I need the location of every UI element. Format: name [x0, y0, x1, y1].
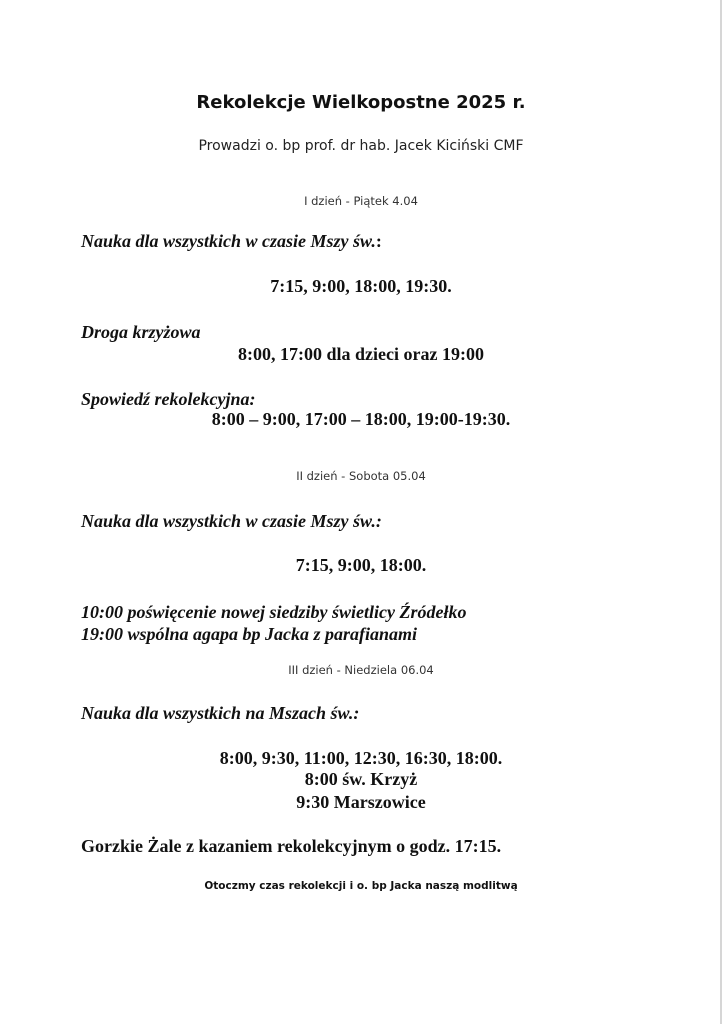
page-title: Rekolekcje Wielkopostne 2025 r. — [196, 92, 526, 113]
day3-place-2: 9:30 Marszowice — [296, 792, 426, 812]
day2-nauka-times: 7:15, 9:00, 18:00. — [295, 555, 427, 575]
leader-line: Prowadzi o. bp prof. dr hab. Jacek Kiciński CMF — [198, 138, 524, 154]
day1-spowiedz-label: Spowiedź rekolekcyjna: — [81, 389, 256, 409]
day1-nauka-label: Nauka dla wszystkich w czasie Mszy św.: — [81, 231, 382, 251]
day3-nauka-times: 8:00, 9:30, 11:00, 12:30, 16:30, 18:00. — [219, 748, 503, 768]
day3-place-1: 8:00 św. Krzyż — [304, 769, 418, 789]
day1-spowiedz-times: 8:00 – 9:00, 17:00 – 18:00, 19:00-19:30. — [211, 409, 511, 429]
day2-header: II dzień - Sobota 05.04 — [296, 469, 426, 483]
day1-droga-label: Droga krzyżowa — [81, 322, 201, 342]
gorzkie-zale-line: Gorzkie Żale z kazaniem rekolekcyjnym o godz. 17:15. — [81, 836, 502, 856]
day2-event-2: 19:00 wspólna agapa bp Jacka z parafianami — [81, 624, 418, 644]
day2-nauka-label: Nauka dla wszystkich w czasie Mszy św.: — [81, 511, 382, 531]
day2-event-1: 10:00 poświęcenie nowej siedziby świetlicy Źródełko — [81, 602, 467, 622]
day1-header: I dzień - Piątek 4.04 — [304, 194, 418, 208]
day1-nauka-times: 7:15, 9:00, 18:00, 19:30. — [270, 276, 452, 296]
day3-nauka-label: Nauka dla wszystkich na Mszach św.: — [81, 703, 360, 723]
day1-droga-times: 8:00, 17:00 dla dzieci oraz 19:00 — [238, 344, 484, 364]
closing-line: Otoczmy czas rekolekcji i o. bp Jacka naszą modlitwą — [204, 880, 518, 892]
day3-header: III dzień - Niedziela 06.04 — [288, 663, 434, 677]
